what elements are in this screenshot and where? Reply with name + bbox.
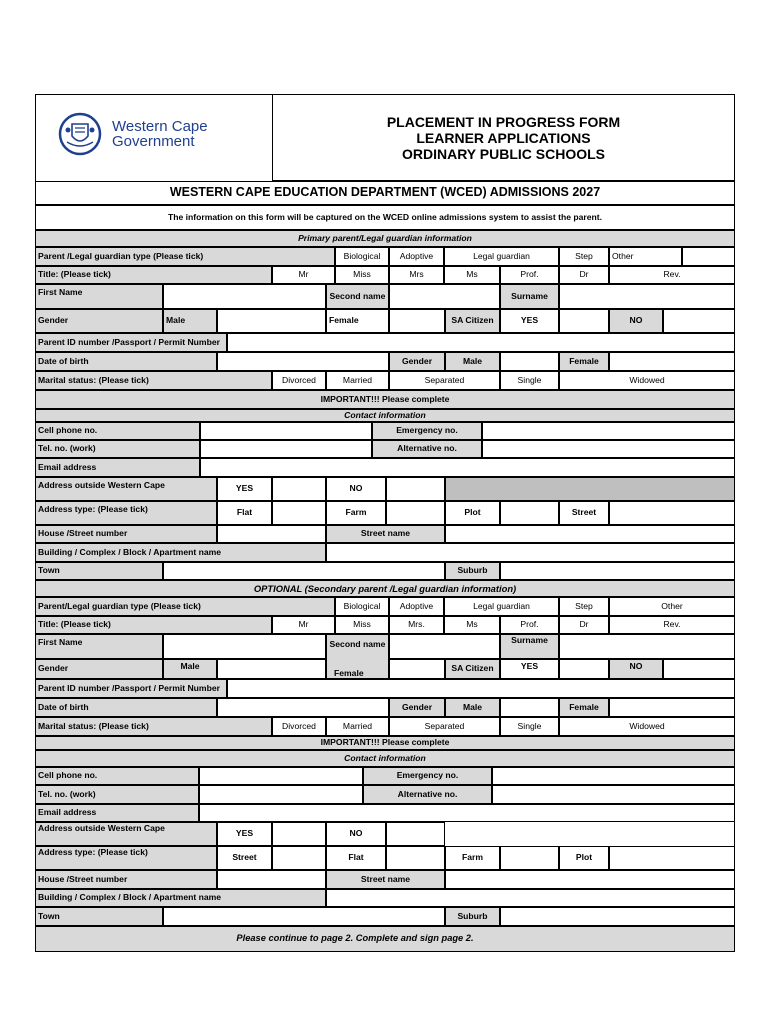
primary-outside-yes-label: YES — [217, 477, 272, 501]
secondary-email-field[interactable] — [199, 804, 735, 822]
primary-contact-title: Contact information — [35, 409, 735, 422]
primary-address-street-label: Street — [559, 501, 609, 525]
secondary-address-farm-checkbox[interactable] — [500, 846, 559, 870]
primary-outside-no-checkbox[interactable] — [386, 477, 445, 501]
secondary-emergency-label: Emergency no. — [363, 767, 492, 785]
secondary-type-other[interactable]: Other — [609, 597, 735, 616]
secondary-address-plot-label: Plot — [559, 846, 609, 870]
secondary-surname-label: Surname — [500, 634, 559, 659]
secondary-sa-citizen-label: SA Citizen — [445, 659, 500, 679]
secondary-house-field[interactable] — [217, 870, 326, 889]
secondary-gender-label: Gender — [35, 659, 163, 679]
secondary-dob-label: Date of birth — [35, 698, 217, 717]
primary-surname-label: Surname — [500, 284, 559, 309]
secondary-type-legal-guardian[interactable]: Legal guardian — [444, 597, 559, 616]
primary-marital-divorced[interactable]: Divorced — [272, 371, 326, 390]
secondary-marital-single[interactable]: Single — [500, 717, 559, 736]
primary-type-legal-guardian[interactable]: Legal guardian — [444, 247, 559, 266]
secondary-alternative-label: Alternative no. — [363, 785, 492, 804]
primary-important: IMPORTANT!!! Please complete — [35, 390, 735, 409]
secondary-house-label: House /Street number — [35, 870, 217, 889]
secondary-dob-male-checkbox[interactable] — [500, 698, 559, 717]
secondary-first-name-field[interactable] — [163, 634, 326, 659]
primary-house-label: House /Street number — [35, 525, 217, 543]
primary-type-other-field[interactable] — [682, 247, 735, 266]
secondary-alternative-field[interactable] — [492, 785, 735, 804]
primary-building-field[interactable] — [326, 543, 735, 562]
primary-marital-widowed[interactable]: Widowed — [559, 371, 735, 390]
primary-male-label: Male — [163, 309, 217, 333]
primary-address-plot-label: Plot — [445, 501, 500, 525]
secondary-second-name-field[interactable] — [389, 634, 500, 659]
primary-tel-work-label: Tel. no. (work) — [35, 440, 200, 458]
secondary-town-label: Town — [35, 907, 163, 926]
secondary-street-name-field[interactable] — [445, 870, 735, 889]
primary-street-name-label: Street name — [326, 525, 445, 543]
secondary-address-flat-label: Flat — [326, 846, 386, 870]
secondary-outside-no-checkbox[interactable] — [386, 822, 445, 846]
secondary-suburb-label: Suburb — [445, 907, 500, 926]
secondary-email-label: Email address — [35, 804, 199, 822]
primary-town-label: Town — [35, 562, 163, 580]
primary-dob-male-label: Male — [445, 352, 500, 371]
secondary-id-field[interactable] — [227, 679, 735, 698]
primary-title-prof[interactable]: Prof. — [500, 266, 559, 284]
secondary-town-field[interactable] — [163, 907, 445, 926]
secondary-outside-wc-label: Address outside Western Cape — [35, 822, 217, 846]
placement-form — [35, 94, 735, 952]
primary-sa-yes-checkbox[interactable] — [559, 309, 609, 333]
primary-sa-yes-label: YES — [500, 309, 559, 333]
primary-emergency-field[interactable] — [482, 422, 735, 440]
primary-house-field[interactable] — [217, 525, 326, 543]
primary-title-mrs[interactable]: Mrs — [389, 266, 444, 284]
primary-sa-no-label: NO — [609, 309, 663, 333]
primary-address-type-label: Address type: (Please tick) — [35, 501, 217, 525]
primary-address-street-checkbox[interactable] — [609, 501, 735, 525]
secondary-second-name-cell — [326, 634, 389, 679]
primary-suburb-field[interactable] — [500, 562, 735, 580]
primary-outside-yes-checkbox[interactable] — [272, 477, 326, 501]
secondary-tel-work-label: Tel. no. (work) — [35, 785, 199, 804]
title-box — [272, 94, 735, 181]
secondary-dob-field[interactable] — [217, 698, 389, 717]
footer-note-text: Please continue to page 2. Complete and sign page 2. — [236, 933, 474, 944]
info-text: The information on this form will be captured on the WCED online admissions system to assist the parent. — [35, 205, 735, 230]
primary-building-label: Building / Complex / Block / Apartment name — [35, 543, 326, 562]
secondary-building-label: Building / Complex / Block / Apartment name — [35, 889, 326, 907]
primary-type-biological[interactable]: Biological — [335, 247, 389, 266]
primary-marital-label: Marital status: (Please tick) — [35, 371, 272, 390]
primary-dob-female-checkbox[interactable] — [609, 352, 735, 371]
primary-dob-label: Date of birth — [35, 352, 217, 371]
secondary-marital-divorced[interactable]: Divorced — [272, 717, 326, 736]
secondary-address-street-label: Street — [217, 846, 272, 870]
secondary-title-dr[interactable]: Dr — [559, 616, 609, 634]
primary-town-field[interactable] — [163, 562, 445, 580]
secondary-title-prof[interactable]: Prof. — [500, 616, 559, 634]
secondary-title-rev[interactable]: Rev. — [609, 616, 735, 634]
primary-marital-single[interactable]: Single — [500, 371, 559, 390]
secondary-cell-label: Cell phone no. — [35, 767, 199, 785]
primary-email-field[interactable] — [200, 458, 735, 477]
secondary-male-label: Male — [163, 659, 217, 679]
secondary-outside-yes-checkbox[interactable] — [272, 822, 326, 846]
title-line-1: PLACEMENT IN PROGRESS FORM — [386, 114, 621, 130]
secondary-tel-work-field[interactable] — [199, 785, 363, 804]
primary-cell-label: Cell phone no. — [35, 422, 200, 440]
primary-female-label: Female — [326, 309, 389, 333]
logo-text-line1: Western Cape — [112, 118, 208, 135]
secondary-dob-gender-label: Gender — [389, 698, 445, 717]
secondary-section-title: OPTIONAL (Secondary parent /Legal guardian information) — [35, 580, 735, 597]
primary-address-farm-checkbox[interactable] — [386, 501, 445, 525]
primary-title-ms[interactable]: Ms — [444, 266, 500, 284]
secondary-title-miss[interactable]: Miss — [335, 616, 389, 634]
primary-first-name-field[interactable] — [163, 284, 326, 309]
department-heading: WESTERN CAPE EDUCATION DEPARTMENT (WCED) ADMISSIONS 2027 — [35, 181, 735, 205]
primary-type-other[interactable]: Other — [609, 247, 682, 266]
secondary-surname-field[interactable] — [559, 634, 735, 659]
primary-street-name-field[interactable] — [445, 525, 735, 543]
secondary-type-step[interactable]: Step — [559, 597, 609, 616]
secondary-marital-label: Marital status: (Please tick) — [35, 717, 272, 736]
secondary-first-name-label: First Name — [35, 634, 163, 659]
primary-marital-separated[interactable]: Separated — [389, 371, 500, 390]
primary-first-name-label: First Name — [35, 284, 163, 309]
primary-tel-work-field[interactable] — [200, 440, 372, 458]
primary-type-label: Parent /Legal guardian type (Please tick) — [35, 247, 335, 266]
secondary-marital-married[interactable]: Married — [326, 717, 389, 736]
secondary-suburb-field[interactable] — [500, 907, 735, 926]
primary-address-flat-label: Flat — [217, 501, 272, 525]
secondary-contact-title: Contact information — [35, 750, 735, 767]
secondary-sa-no-label: NO — [609, 659, 663, 679]
secondary-address-farm-label: Farm — [445, 846, 500, 870]
primary-address-flat-checkbox[interactable] — [272, 501, 326, 525]
primary-cell-field[interactable] — [200, 422, 372, 440]
secondary-sa-yes-checkbox[interactable] — [559, 659, 609, 679]
footer-note — [35, 926, 735, 952]
secondary-address-flat-checkbox[interactable] — [386, 846, 445, 870]
primary-gender-label: Gender — [35, 309, 163, 333]
secondary-marital-widowed[interactable]: Widowed — [559, 717, 735, 736]
secondary-marital-separated[interactable]: Separated — [389, 717, 500, 736]
secondary-dob-male-label: Male — [445, 698, 500, 717]
secondary-sa-yes-label: YES — [500, 659, 559, 679]
primary-title-rev[interactable]: Rev. — [609, 266, 735, 284]
secondary-type-label: Parent/Legal guardian type (Please tick) — [35, 597, 335, 616]
primary-second-name-label: Second name — [326, 284, 389, 309]
primary-id-field[interactable] — [227, 333, 735, 352]
secondary-address-type-label: Address type: (Please tick) — [35, 846, 217, 870]
secondary-dob-female-checkbox[interactable] — [609, 698, 735, 717]
primary-type-adoptive[interactable]: Adoptive — [389, 247, 444, 266]
primary-dob-male-checkbox[interactable] — [500, 352, 559, 371]
primary-sa-citizen-label: SA Citizen — [445, 309, 500, 333]
primary-outside-shaded — [445, 477, 735, 501]
secondary-sa-no-checkbox[interactable] — [663, 659, 735, 679]
secondary-male-checkbox[interactable] — [217, 659, 326, 679]
primary-dob-female-label: Female — [559, 352, 609, 371]
secondary-title-mr[interactable]: Mr — [272, 616, 335, 634]
primary-emergency-label: Emergency no. — [372, 422, 482, 440]
secondary-emergency-field[interactable] — [492, 767, 735, 785]
secondary-address-plot-checkbox[interactable] — [609, 846, 735, 870]
primary-title-label: Title: (Please tick) — [35, 266, 272, 284]
secondary-title-ms[interactable]: Ms — [444, 616, 500, 634]
secondary-title-label: Title: (Please tick) — [35, 616, 272, 634]
primary-address-farm-label: Farm — [326, 501, 386, 525]
primary-male-checkbox[interactable] — [217, 309, 326, 333]
secondary-id-label: Parent ID number /Passport / Permit Number — [35, 679, 227, 698]
primary-alternative-label: Alternative no. — [372, 440, 482, 458]
primary-outside-wc-label: Address outside Western Cape — [35, 477, 217, 501]
primary-marital-married[interactable]: Married — [326, 371, 389, 390]
primary-type-step[interactable]: Step — [559, 247, 609, 266]
primary-dob-gender-label: Gender — [389, 352, 445, 371]
title-line-2: LEARNER APPLICATIONS — [416, 130, 591, 146]
primary-outside-no-label: NO — [326, 477, 386, 501]
secondary-outside-no-label: NO — [326, 822, 386, 846]
primary-id-label: Parent ID number /Passport / Permit Number — [35, 333, 227, 352]
primary-dob-field[interactable] — [217, 352, 389, 371]
primary-email-label: Email address — [35, 458, 200, 477]
secondary-type-adoptive[interactable]: Adoptive — [389, 597, 444, 616]
title-line-3: ORDINARY PUBLIC SCHOOLS — [401, 146, 605, 162]
primary-surname-field[interactable] — [559, 284, 735, 309]
primary-sa-no-checkbox[interactable] — [663, 309, 735, 333]
logo-text-line2: Government — [112, 133, 195, 150]
secondary-street-name-label: Street name — [326, 870, 445, 889]
secondary-type-biological[interactable]: Biological — [335, 597, 389, 616]
secondary-building-field[interactable] — [326, 889, 735, 907]
primary-title-miss[interactable]: Miss — [335, 266, 389, 284]
primary-suburb-label: Suburb — [445, 562, 500, 580]
primary-alternative-field[interactable] — [482, 440, 735, 458]
primary-female-checkbox[interactable] — [389, 309, 445, 333]
primary-second-name-field[interactable] — [389, 284, 500, 309]
secondary-cell-field[interactable] — [199, 767, 363, 785]
secondary-outside-yes-label: YES — [217, 822, 272, 846]
secondary-female-checkbox[interactable] — [389, 659, 445, 679]
secondary-dob-female-label: Female — [559, 698, 609, 717]
primary-title-dr[interactable]: Dr — [559, 266, 609, 284]
primary-address-plot-checkbox[interactable] — [500, 501, 559, 525]
secondary-important: IMPORTANT!!! Please complete — [35, 736, 735, 750]
secondary-title-mrs[interactable]: Mrs. — [389, 616, 444, 634]
primary-section-title: Primary parent/Legal guardian information — [35, 230, 735, 247]
secondary-address-street-checkbox[interactable] — [272, 846, 326, 870]
secondary-female-label: Female — [334, 668, 364, 678]
primary-title-mr[interactable]: Mr — [272, 266, 335, 284]
secondary-second-name-label: Second name — [329, 639, 386, 649]
